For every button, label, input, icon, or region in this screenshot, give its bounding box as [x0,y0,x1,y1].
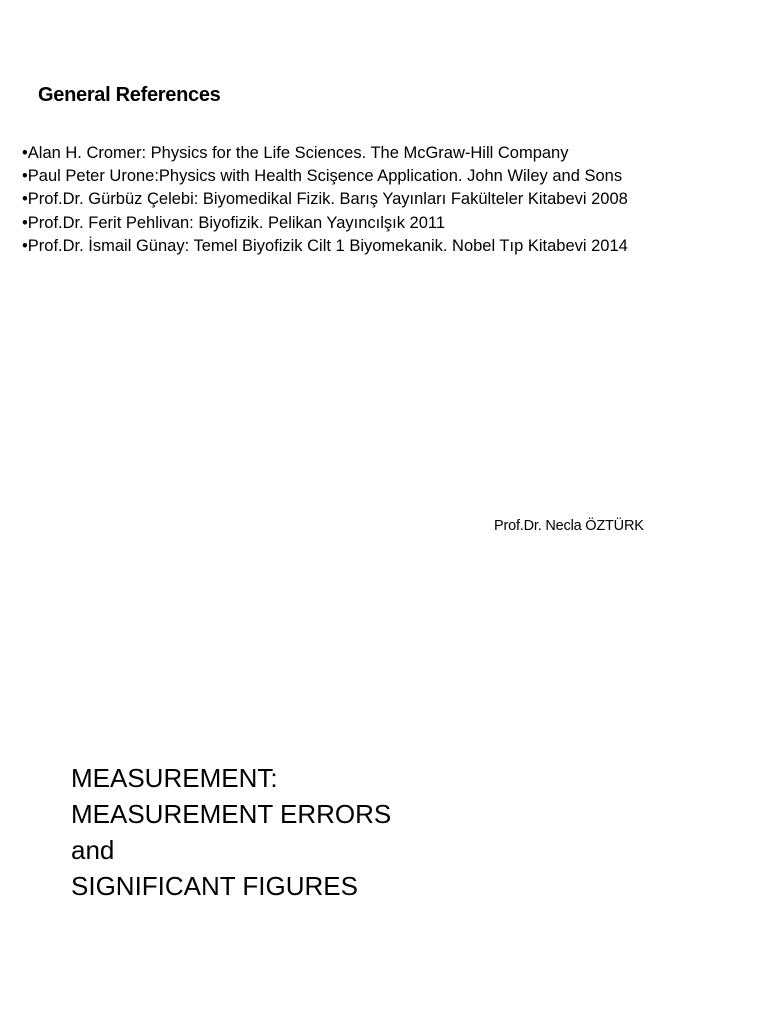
reference-item: •Alan H. Cromer: Physics for the Life Sciences. The McGraw-Hill Company [22,144,569,162]
reference-item: •Paul Peter Urone:Physics with Health Scişence Application. John Wiley and Sons [22,167,623,186]
reference-item: •Prof.Dr. Ferit Pehlivan: Biyofizik. Pelikan Yayıncılşık 2011 [22,213,446,232]
references-heading: General References [38,84,221,106]
lecture-title [71,760,391,904]
title-line: MEASUREMENT: [71,763,278,793]
reference-list [22,142,628,258]
reference-item: •Prof.Dr. İsmail Günay: Temel Biyofizik Cilt 1 Biyomekanik. Nobel Tıp Kitabevi 2014 [22,236,628,255]
title-line: MEASUREMENT ERRORS [71,799,392,829]
title-line: and [71,835,115,865]
author-name: Prof.Dr. Necla ÖZTÜRK [494,518,644,534]
title-line: SIGNIFICANT FIGURES [71,871,358,901]
reference-item: •Prof.Dr. Gürbüz Çelebi: Biyomedikal Fizik. Barış Yayınları Fakülteler Kitabevi 2008 [22,190,628,209]
